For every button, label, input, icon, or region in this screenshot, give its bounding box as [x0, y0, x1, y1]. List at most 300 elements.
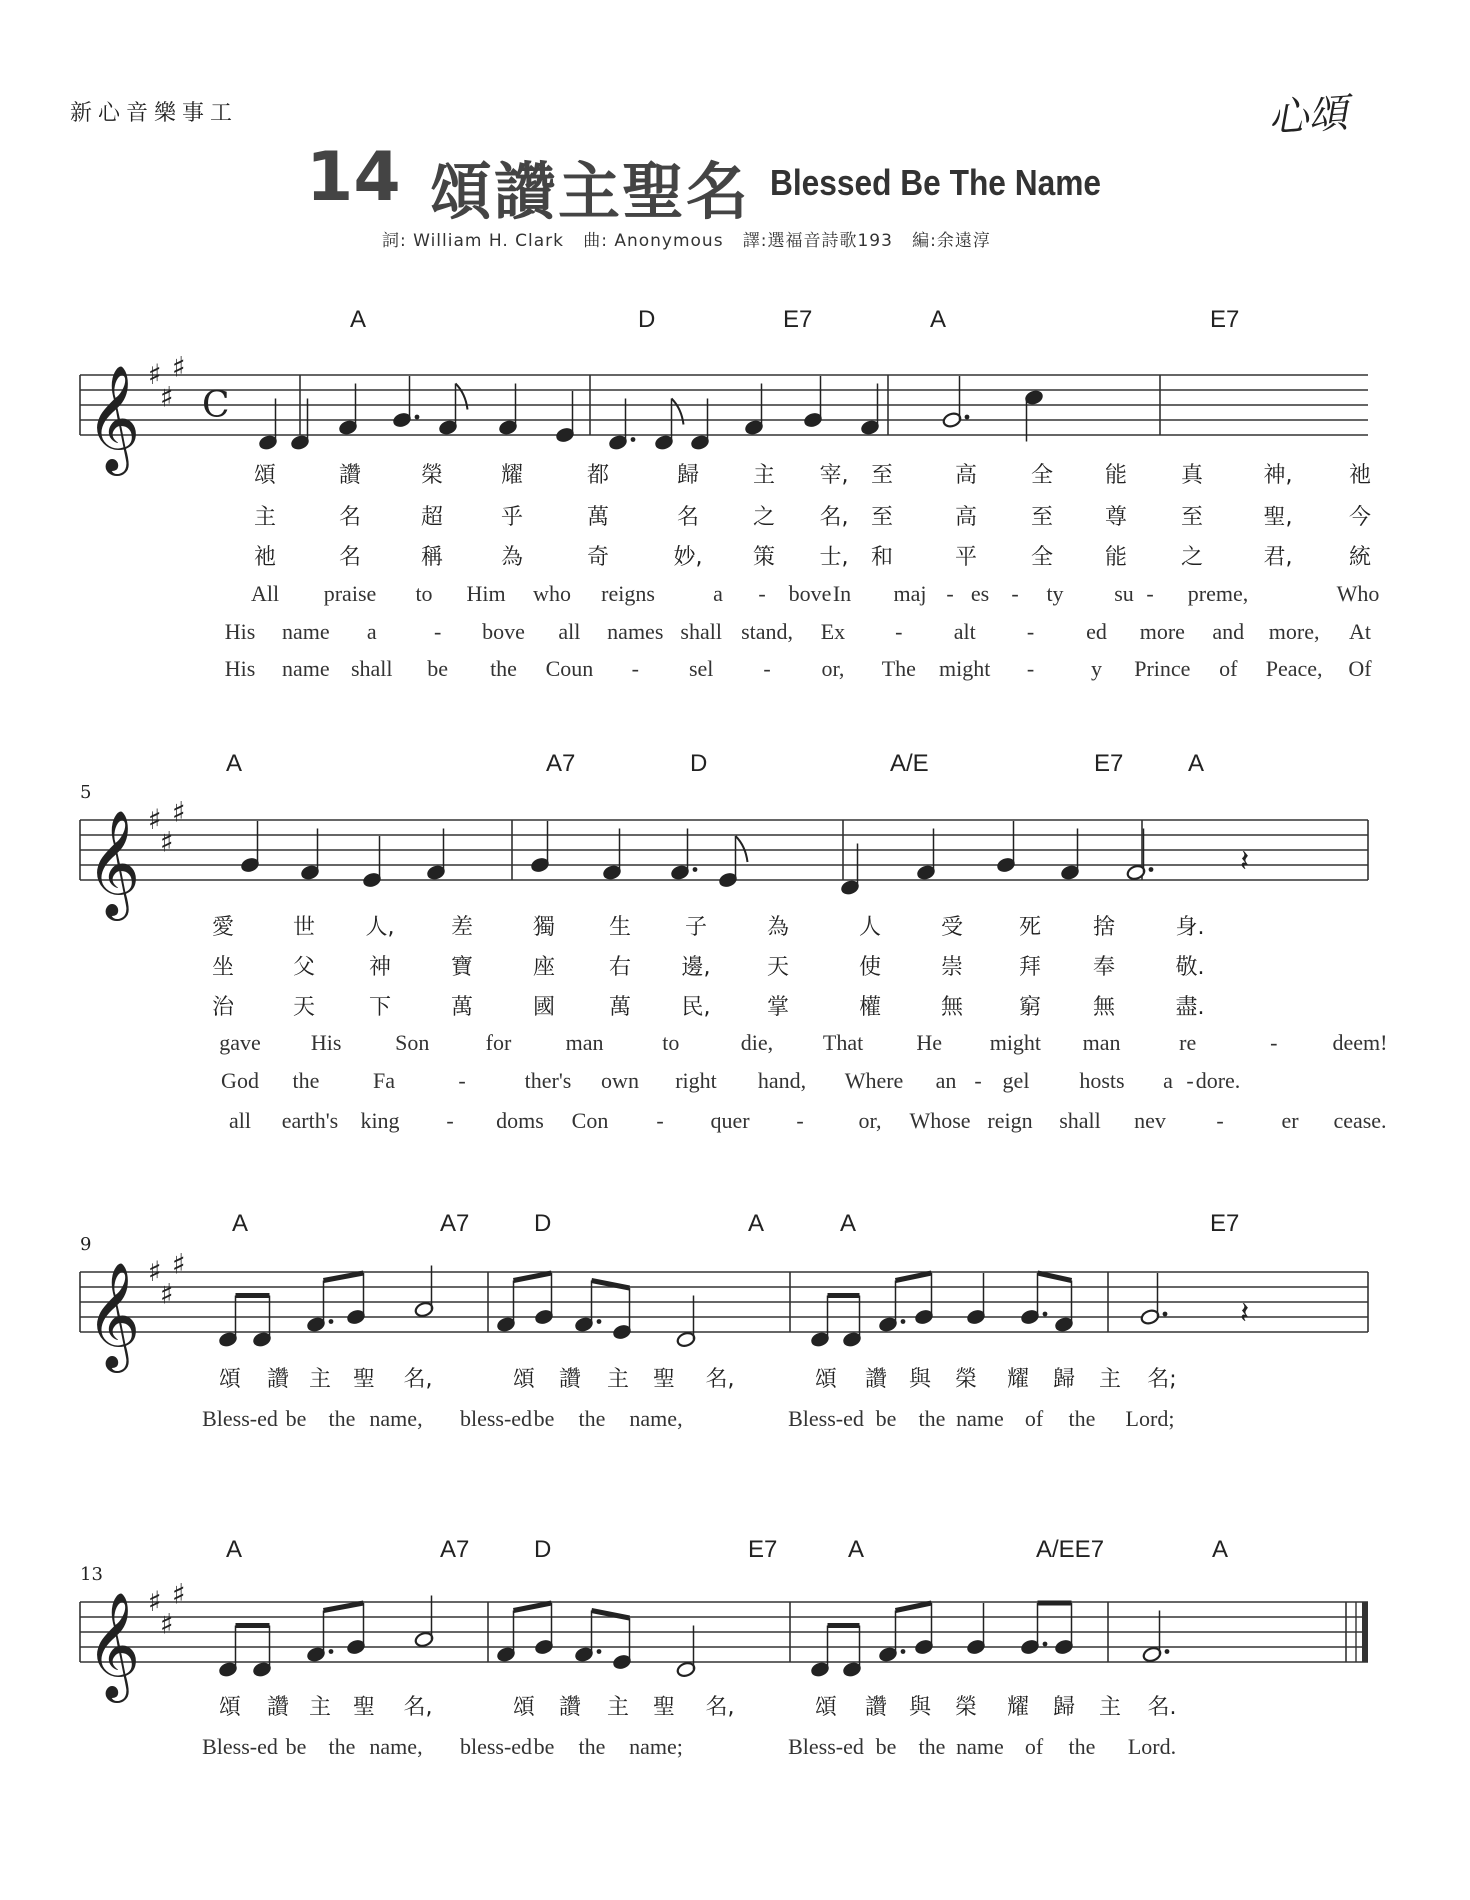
lyric-chinese: 都: [586, 463, 610, 488]
lyric-english: Son: [395, 1030, 430, 1055]
chord-symbol: E7: [1210, 306, 1240, 333]
lyric-english: His: [224, 656, 256, 681]
note-dot: [693, 867, 698, 872]
lyric-chinese: 頌: [814, 1367, 838, 1392]
lyric-chinese: 奇: [586, 545, 610, 570]
lyric-english: Ex: [820, 619, 846, 644]
lyric-chinese: 名,: [403, 1695, 433, 1720]
chord-symbol: A: [226, 750, 243, 777]
staff-system: [0, 1232, 1470, 1368]
lyric-english: deem!: [1332, 1030, 1388, 1055]
lyric-english: a: [1163, 1068, 1173, 1093]
chord-symbol: A7: [440, 1536, 470, 1563]
lyric-chinese: 邊,: [681, 955, 711, 980]
lyric-english: Peace,: [1265, 656, 1323, 681]
lyric-english: name;: [629, 1734, 683, 1759]
sharp-icon: ♯: [172, 350, 186, 384]
lyric-chinese: 主: [253, 505, 277, 530]
lyric-chinese: 讚: [558, 1367, 582, 1392]
publisher-name: 新心音樂事工: [70, 101, 239, 126]
lyric-chinese: 盡.: [1175, 995, 1205, 1020]
title-english: Blessed Be The Name: [770, 162, 1102, 203]
lyric-chinese: 頌: [218, 1695, 242, 1720]
lyric-english: -: [796, 1108, 804, 1133]
lyric-chinese: 國: [532, 995, 556, 1020]
hymn-number: 14: [306, 138, 401, 217]
note-beam: [1038, 1273, 1072, 1281]
lyric-chinese: 使: [858, 955, 882, 980]
lyric-chinese: 尊: [1104, 505, 1128, 530]
title-chinese: 頌讚主聖名: [430, 155, 751, 228]
lyric-chinese: 今: [1348, 505, 1372, 530]
quarter-rest-icon: 𝄽: [1240, 844, 1250, 879]
lyric-english: Bless-ed: [788, 1734, 864, 1759]
lyric-chinese: 至: [870, 505, 894, 530]
final-barline-thick: [1362, 1602, 1368, 1662]
lyric-english: stand,: [741, 619, 794, 644]
lyric-english: name: [282, 619, 330, 644]
measure-number: 13: [80, 1564, 103, 1585]
note-beam: [324, 1273, 364, 1281]
lyric-chinese: 聖: [652, 1367, 676, 1392]
lyric-chinese: 寶: [450, 955, 474, 980]
lyric-english: be: [285, 1406, 307, 1431]
lyric-english: bless-ed: [459, 1734, 533, 1759]
lyric-english: shall: [1059, 1108, 1101, 1133]
lyric-english: the: [578, 1406, 606, 1431]
lyric-chinese: 聖,: [1263, 505, 1293, 530]
staff-system: [0, 780, 1470, 916]
lyric-english: be: [875, 1734, 897, 1759]
lyric-english: cease.: [1333, 1108, 1387, 1133]
staff-system: [0, 335, 1470, 471]
note-dot: [901, 1649, 906, 1654]
lyric-chinese: 民,: [681, 995, 711, 1020]
lyric-chinese: 妙,: [673, 545, 703, 570]
lyric-chinese: 名.: [1147, 1695, 1177, 1720]
lyric-english: of: [1024, 1734, 1044, 1759]
lyric-chinese: 讚: [558, 1695, 582, 1720]
lyric-chinese: 座: [532, 955, 556, 980]
lyric-english: the: [578, 1734, 606, 1759]
common-time-icon: C: [202, 385, 230, 426]
sharp-icon: ♯: [172, 795, 186, 829]
lyric-chinese: 生: [608, 915, 632, 940]
lyric-english: gel: [1002, 1068, 1030, 1093]
lyric-english: of: [1219, 656, 1238, 681]
chord-symbol: E7: [783, 306, 813, 333]
lyric-english: -: [1270, 1030, 1278, 1055]
lyric-chinese: 祂: [1348, 463, 1372, 488]
lyric-english: Whose: [909, 1108, 971, 1133]
lyric-chinese: 名: [338, 505, 362, 530]
lyric-chinese: 歸: [1052, 1367, 1076, 1392]
lyric-english: -: [1011, 581, 1019, 606]
lyric-chinese: 敬.: [1175, 955, 1205, 980]
lyric-chinese: 與: [908, 1695, 932, 1720]
lyric-chinese: 名,: [705, 1695, 735, 1720]
lyric-english: Bless-ed: [202, 1734, 278, 1759]
note-dot: [1043, 1312, 1048, 1317]
treble-clef-icon: 𝄞: [86, 1591, 141, 1698]
lyric-chinese: 人: [858, 915, 882, 940]
lyric-english: reign: [987, 1108, 1033, 1133]
lyric-english: to: [662, 1030, 680, 1055]
lyric-chinese: 名: [676, 505, 700, 530]
lyric-english: might: [939, 656, 991, 681]
lyric-chinese: 頌: [218, 1367, 242, 1392]
note-dot: [415, 415, 420, 420]
lyric-english: all: [558, 619, 581, 644]
lyric-english: God: [221, 1068, 259, 1093]
lyric-english: be: [285, 1734, 307, 1759]
lyric-chinese: 父: [292, 955, 316, 980]
note-dot: [631, 437, 636, 442]
lyric-english: maj: [893, 581, 927, 606]
lyric-english: Bless-ed: [788, 1406, 864, 1431]
sharp-icon: ♯: [160, 380, 174, 414]
quarter-rest-icon: 𝄽: [1240, 1296, 1250, 1331]
chord-symbol: D: [534, 1210, 552, 1237]
note-dot: [1149, 867, 1154, 872]
lyric-chinese: 至: [870, 463, 894, 488]
lyric-chinese: 讚: [864, 1695, 888, 1720]
lyric-english: who: [533, 581, 571, 606]
lyric-chinese: 右: [608, 955, 632, 980]
sharp-icon: ♯: [172, 1577, 186, 1611]
lyric-english: the: [1068, 1406, 1096, 1431]
chord-symbol: A: [930, 306, 947, 333]
lyric-english: gave: [219, 1030, 261, 1055]
lyric-chinese: 全: [1030, 545, 1054, 570]
lyric-chinese: 君,: [1263, 545, 1293, 570]
note-dot: [597, 1649, 602, 1654]
lyric-english: -: [946, 581, 954, 606]
lyric-english: the: [490, 656, 517, 681]
lyric-chinese: 名;: [1147, 1367, 1177, 1392]
lyric-english: Him: [466, 581, 506, 606]
lyric-chinese: 萬: [608, 995, 632, 1020]
lyric-english: -: [656, 1108, 664, 1133]
lyric-english: -: [433, 619, 442, 644]
lyric-chinese: 高: [954, 463, 978, 488]
lyric-english: preme,: [1187, 581, 1249, 606]
lyric-chinese: 至: [1030, 505, 1054, 530]
note-dot: [329, 1649, 334, 1654]
lyric-chinese: 乎: [500, 505, 524, 530]
lyric-english: Who: [1336, 581, 1380, 606]
lyric-english: the: [328, 1406, 356, 1431]
note-beam: [514, 1603, 552, 1611]
lyric-chinese: 士,: [819, 545, 849, 570]
lyric-english: earth's: [281, 1108, 339, 1133]
lyric-english: name: [282, 656, 330, 681]
lyric-chinese: 下: [368, 995, 392, 1020]
lyric-english: y: [1090, 656, 1102, 681]
lyric-chinese: 全: [1030, 463, 1054, 488]
chord-symbol: A: [350, 306, 367, 333]
chord-symbol: D: [534, 1536, 552, 1563]
note-dot: [1163, 1312, 1168, 1317]
sharp-icon: ♯: [148, 803, 162, 836]
note-dot: [597, 1319, 602, 1324]
lyric-english: die,: [740, 1030, 774, 1055]
note-dot: [1165, 1649, 1170, 1654]
lyric-chinese: 讚: [864, 1367, 888, 1392]
chord-symbol: A/E: [890, 750, 929, 777]
lyric-english: -: [458, 1068, 466, 1093]
lyric-chinese: 主: [606, 1367, 630, 1392]
lyric-chinese: 讚: [338, 463, 362, 488]
sharp-icon: ♯: [160, 1277, 174, 1311]
treble-clef-icon: 𝄞: [86, 364, 141, 471]
note-dot: [1043, 1642, 1048, 1647]
note-dot: [965, 415, 970, 420]
lyric-chinese: 與: [908, 1367, 932, 1392]
lyric-english: es: [970, 581, 990, 606]
chord-symbol: A: [232, 1210, 249, 1237]
lyric-chinese: 奉: [1092, 955, 1116, 980]
lyric-chinese: 頌: [512, 1367, 536, 1392]
lyric-chinese: 崇: [940, 955, 964, 980]
lyric-chinese: 坐: [211, 955, 235, 980]
measure-number: 5: [80, 782, 92, 803]
lyric-chinese: 獨: [532, 915, 556, 940]
lyric-chinese: 策: [752, 545, 776, 570]
lyric-chinese: 讚: [266, 1367, 290, 1392]
lyric-english: might: [989, 1030, 1042, 1055]
lyric-chinese: 主: [308, 1695, 332, 1720]
lyric-english: bove: [482, 619, 525, 644]
measure-number: 9: [80, 1234, 92, 1255]
lyric-english: or,: [821, 656, 845, 681]
lyric-english: The: [881, 656, 916, 681]
lyric-english: bless-ed: [459, 1406, 533, 1431]
lyric-english: the: [328, 1734, 356, 1759]
lyric-chinese: 頌: [814, 1695, 838, 1720]
note-dot: [901, 1319, 906, 1324]
lyric-chinese: 平: [954, 545, 978, 570]
lyric-chinese: 高: [954, 505, 978, 530]
lyric-english: ther's: [524, 1068, 572, 1093]
lyric-english: name: [956, 1734, 1004, 1759]
lyric-chinese: 至: [1180, 505, 1204, 530]
sharp-icon: ♯: [160, 1607, 174, 1641]
lyric-chinese: 耀: [1006, 1695, 1030, 1720]
lyric-chinese: 無: [940, 995, 964, 1020]
lyric-chinese: 主: [1098, 1367, 1122, 1392]
lyric-english: for: [485, 1030, 512, 1055]
lyric-chinese: 權: [858, 995, 882, 1020]
lyric-english: the: [918, 1406, 946, 1431]
chord-symbol: E7: [748, 1536, 778, 1563]
lyric-english: Coun: [545, 656, 594, 681]
lyric-english: He: [916, 1030, 943, 1055]
lyric-chinese: 治: [211, 995, 235, 1020]
lyric-chinese: 聖: [652, 1695, 676, 1720]
note-beam: [514, 1273, 552, 1281]
chord-symbol: A/EE7: [1036, 1536, 1105, 1563]
lyric-english: alt: [953, 619, 976, 644]
lyric-english: -: [631, 656, 639, 681]
sharp-icon: ♯: [160, 825, 174, 859]
chord-symbol: A: [848, 1536, 865, 1563]
chord-symbol: A7: [440, 1210, 470, 1237]
lyric-chinese: 死: [1018, 915, 1042, 940]
chord-symbol: A7: [546, 750, 576, 777]
lyric-english: -: [1216, 1108, 1224, 1133]
lyric-chinese: 超: [420, 505, 444, 530]
lyric-chinese: 人,: [365, 915, 395, 940]
note-beam: [324, 1603, 364, 1611]
lyric-english: names: [607, 619, 664, 644]
lyric-english: reigns: [601, 581, 655, 606]
lyric-english: ed: [1086, 619, 1107, 644]
lyric-chinese: 身.: [1175, 915, 1205, 940]
lyric-chinese: 捨: [1092, 915, 1116, 940]
sharp-icon: ♯: [148, 1255, 162, 1288]
credits-line: 詞: William H. Clark 曲: Anonymous 譯:選福音詩歌193 編:余遠淳: [382, 231, 991, 251]
lyric-chinese: 受: [940, 915, 964, 940]
lyric-english: His: [310, 1030, 342, 1055]
lyric-english: be: [533, 1406, 555, 1431]
lyric-english: At: [1349, 619, 1371, 644]
lyric-chinese: 能: [1104, 463, 1128, 488]
lyric-english: right: [675, 1068, 717, 1093]
lyric-english: be: [533, 1734, 555, 1759]
lyric-chinese: 愛: [211, 915, 235, 940]
lyric-english: That: [822, 1030, 864, 1055]
treble-clef-icon: 𝄞: [86, 809, 141, 916]
lyric-english: Con: [571, 1108, 609, 1133]
note-beam: [896, 1273, 932, 1281]
lyric-chinese: 稱: [420, 545, 444, 570]
lyric-chinese: 主: [308, 1367, 332, 1392]
lyric-english: name,: [369, 1734, 423, 1759]
lyric-english: the: [292, 1068, 320, 1093]
lyric-english: a: [366, 619, 377, 644]
chord-symbol: A: [226, 1536, 243, 1563]
lyric-english: name,: [369, 1406, 423, 1431]
lyric-english: ty: [1046, 581, 1064, 606]
lyric-chinese: 掌: [766, 995, 790, 1020]
lyric-chinese: 耀: [500, 463, 524, 488]
chord-symbol: D: [638, 306, 656, 333]
lyric-english: shall: [680, 619, 722, 644]
lyric-english: bove: [788, 581, 832, 606]
note-dot: [329, 1319, 334, 1324]
lyric-english: All: [250, 581, 280, 606]
lyric-english: king: [360, 1108, 400, 1133]
lyric-chinese: 聖: [352, 1695, 376, 1720]
lyric-english: -: [1026, 619, 1035, 644]
lyric-english: Lord;: [1125, 1406, 1175, 1431]
lyric-english: In: [832, 581, 852, 606]
lyric-chinese: 神: [368, 955, 392, 980]
lyric-chinese: 耀: [1006, 1367, 1030, 1392]
chord-symbol: E7: [1094, 750, 1124, 777]
lyric-chinese: 之: [1180, 545, 1204, 570]
lyric-english: -: [446, 1108, 454, 1133]
lyric-chinese: 歸: [1052, 1695, 1076, 1720]
lyric-chinese: 主: [606, 1695, 630, 1720]
lyric-english: all: [229, 1108, 251, 1133]
lyric-chinese: 名,: [819, 505, 849, 530]
lyric-chinese: 天: [292, 995, 316, 1020]
sharp-icon: ♯: [148, 358, 162, 391]
lyric-english: dore.: [1195, 1068, 1241, 1093]
lyric-english: hand,: [757, 1068, 807, 1093]
lyric-chinese: 之: [752, 505, 776, 530]
lyric-english: re: [1179, 1030, 1197, 1055]
lyric-chinese: 萬: [586, 505, 610, 530]
lyric-chinese: 無: [1092, 995, 1116, 1020]
lyric-english: the: [918, 1734, 946, 1759]
chord-symbol: A: [748, 1210, 765, 1237]
lyric-chinese: 子: [684, 915, 708, 940]
lyric-english: -: [1026, 656, 1035, 681]
lyric-english: Of: [1348, 656, 1372, 681]
staff-system: [0, 1562, 1470, 1698]
lyric-english: to: [415, 581, 433, 606]
lyric-english: be: [427, 656, 449, 681]
lyric-chinese: 主: [1098, 1695, 1122, 1720]
lyric-chinese: 為: [766, 915, 790, 940]
lyric-chinese: 榮: [954, 1367, 978, 1392]
lyric-english: a: [713, 581, 723, 606]
lyric-chinese: 為: [500, 545, 524, 570]
lyric-chinese: 祂: [253, 545, 277, 570]
lyric-english: name: [956, 1406, 1004, 1431]
lyric-english: man: [565, 1030, 604, 1055]
lyric-english: or,: [858, 1108, 882, 1133]
lyric-english: -: [895, 619, 903, 644]
chord-symbol: D: [690, 750, 708, 777]
lyric-chinese: 窮: [1018, 995, 1042, 1020]
lyric-chinese: 榮: [420, 463, 444, 488]
lyric-chinese: 萬: [450, 995, 474, 1020]
lyric-chinese: 聖: [352, 1367, 376, 1392]
chord-symbol: A: [1188, 750, 1205, 777]
lyric-english: the: [1068, 1734, 1096, 1759]
lyric-chinese: 真: [1180, 463, 1204, 488]
lyric-english: quer: [710, 1108, 750, 1133]
lyric-english: su: [1114, 581, 1134, 606]
lyric-chinese: 宰,: [819, 463, 849, 488]
lyric-english: shall: [350, 656, 393, 681]
lyric-english: hosts: [1079, 1068, 1125, 1093]
lyric-english: and: [1212, 619, 1245, 644]
lyric-chinese: 讚: [266, 1695, 290, 1720]
lyric-chinese: 名,: [705, 1367, 735, 1392]
lyric-english: -: [974, 1068, 982, 1093]
lyric-english: own: [601, 1068, 639, 1093]
lyric-english: -: [1146, 581, 1154, 606]
lyric-english: of: [1024, 1406, 1044, 1431]
lyric-english: more: [1139, 619, 1185, 644]
chord-symbol: E7: [1210, 1210, 1240, 1237]
chord-symbol: A: [1212, 1536, 1229, 1563]
chord-symbol: A: [840, 1210, 857, 1237]
lyric-chinese: 名,: [403, 1367, 433, 1392]
lyric-english: His: [224, 619, 256, 644]
lyric-english: sel: [688, 656, 714, 681]
publisher-logo: 心頌: [1266, 90, 1350, 142]
note-beam: [896, 1603, 932, 1611]
lyric-english: Prince: [1134, 656, 1191, 681]
lyric-english: doms: [496, 1108, 544, 1133]
lyric-chinese: 榮: [954, 1695, 978, 1720]
